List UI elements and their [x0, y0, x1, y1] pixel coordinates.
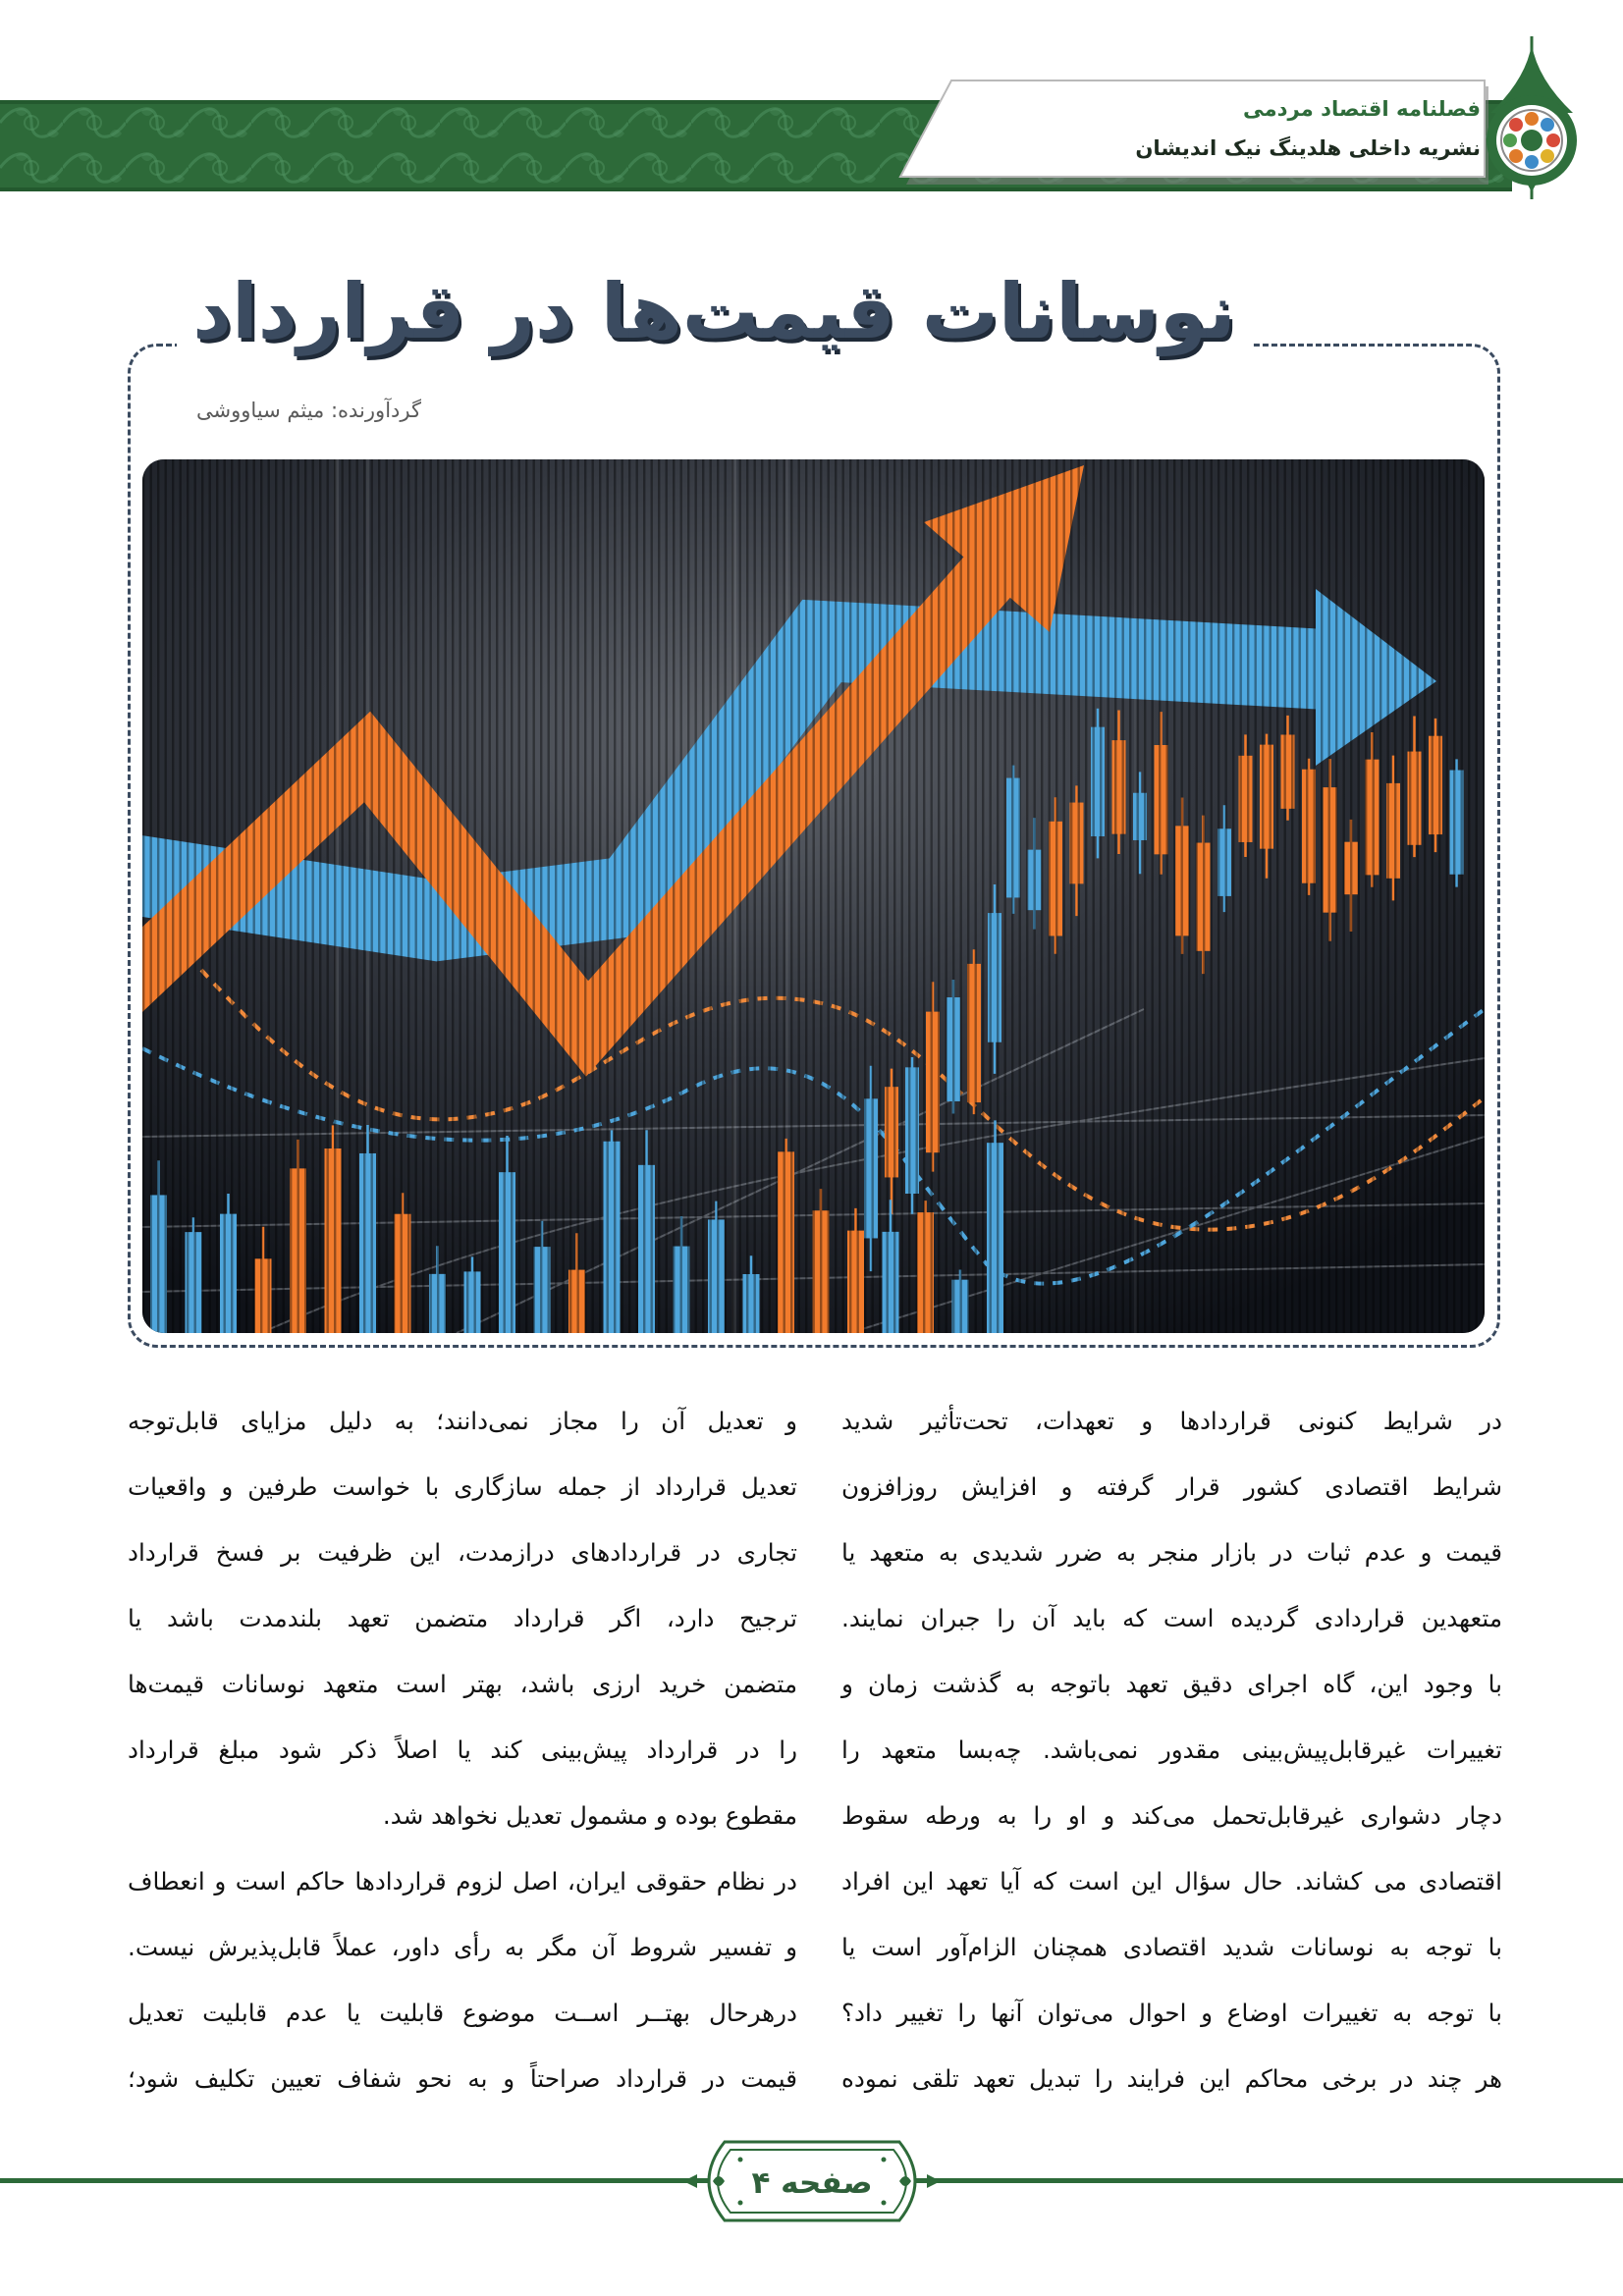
text-line: اقتصادی می کشاند. حال سؤال این است که آیا تعهد این افراد [841, 1867, 1502, 1896]
header-band-edge [0, 187, 1512, 191]
text-line: با توجه به تغییرات اوضاع و احوال می‌توان آنها را تغییر داد؟ [841, 1999, 1502, 2027]
text-line: قیمت در قرارداد صراحتاً و به نحو شفاف تعیین تکلیف شود؛ [128, 2064, 797, 2093]
text-line: تعدیل قرارداد از جمله سازگاری با خواست طرفین و واقعیات [128, 1472, 797, 1501]
text-line: قیمت و عدم ثبات در بازار منجر به ضرر شدیدی به متعهد یا [841, 1538, 1502, 1567]
magazine-name: فصلنامه اقتصاد مردمی [1243, 96, 1481, 121]
text-line: متضمن خرید ارزی باشد، بهتر است متعهد نوسانات قیمت‌ها [128, 1670, 797, 1698]
publication-name: نشریه داخلی هلدینگ نیک اندیشان [1135, 135, 1481, 160]
holding-emblem-icon [1473, 34, 1591, 201]
text-line: مقطوع بوده و مشمول تعدیل نخواهد شد. [382, 1801, 797, 1830]
text-line: ترجیح دارد، اگر قرارداد متضمن تعهد بلندمدت باشد یا [128, 1604, 797, 1632]
text-line: با وجود این، گاه اجرای دقیق تعهد باتوجه به گذشت زمان و [841, 1670, 1502, 1698]
text-line: تجاری در قراردادهای درازمدت، این ظرفیت بر فسخ قرارداد [128, 1538, 797, 1567]
article-title: نوسانات قیمت‌ها در قرارداد [192, 268, 1236, 356]
text-line: در نظام حقوقی ایران، اصل لزوم قراردادها حاکم است و انعطاف [128, 1867, 797, 1896]
column-left [128, 1388, 797, 2111]
text-line: شرایط اقتصادی کشور قرار گرفته و افزایش روزافزون [841, 1472, 1502, 1501]
financial-chart-illustration [142, 459, 1485, 1333]
article-author [196, 393, 491, 428]
text-line: و تفسیر شروط آن مگر به رأی داور، عملاً قابل‌پذیرش نیست. [128, 1933, 797, 1961]
text-line: متعهدین قراردادی گردیده است که باید آن را جبران نمایند. [841, 1604, 1502, 1632]
text-line: در شرایط کنونی قراردادها و تعهدات، تحت‌تأثیر شدید [841, 1407, 1502, 1435]
text-line: با توجه به نوسانات شدید اقتصادی همچنان الزام‌آور است یا [841, 1933, 1502, 1961]
text-line: تغییرات غیرقابل‌پیش‌بینی مقدور نمی‌باشد. چه‌بسا متعهد را [841, 1735, 1502, 1764]
column-right [841, 1388, 1502, 2111]
article-title-box [177, 253, 1252, 371]
article-photo [142, 459, 1485, 1333]
text-line: درهرحال بهتــر اســت موضوع قابلیت یا عدم قابلیت تعدیل [128, 1999, 797, 2027]
stripe-overlay [142, 459, 1485, 1333]
page-number: صفحه ۴ [751, 2165, 873, 2201]
text-line: و تعدیل آن را مجاز نمی‌دانند؛ به دلیل مزایای قابل‌توجه [128, 1407, 797, 1435]
text-line: را در قرارداد پیش‌بینی کند یا اصلاً ذکر شود مبلغ قرارداد [128, 1735, 797, 1764]
author-name: گردآورنده: میثم سیاووشی [196, 399, 421, 422]
text-line: دچار دشواری غیرقابل‌تحمل می‌کند و او را به ورطه سقوط [841, 1801, 1502, 1830]
text-line: هر چند در برخی محاکم این فرایند را تبدیل تعهد تلقی نموده [841, 2064, 1502, 2093]
